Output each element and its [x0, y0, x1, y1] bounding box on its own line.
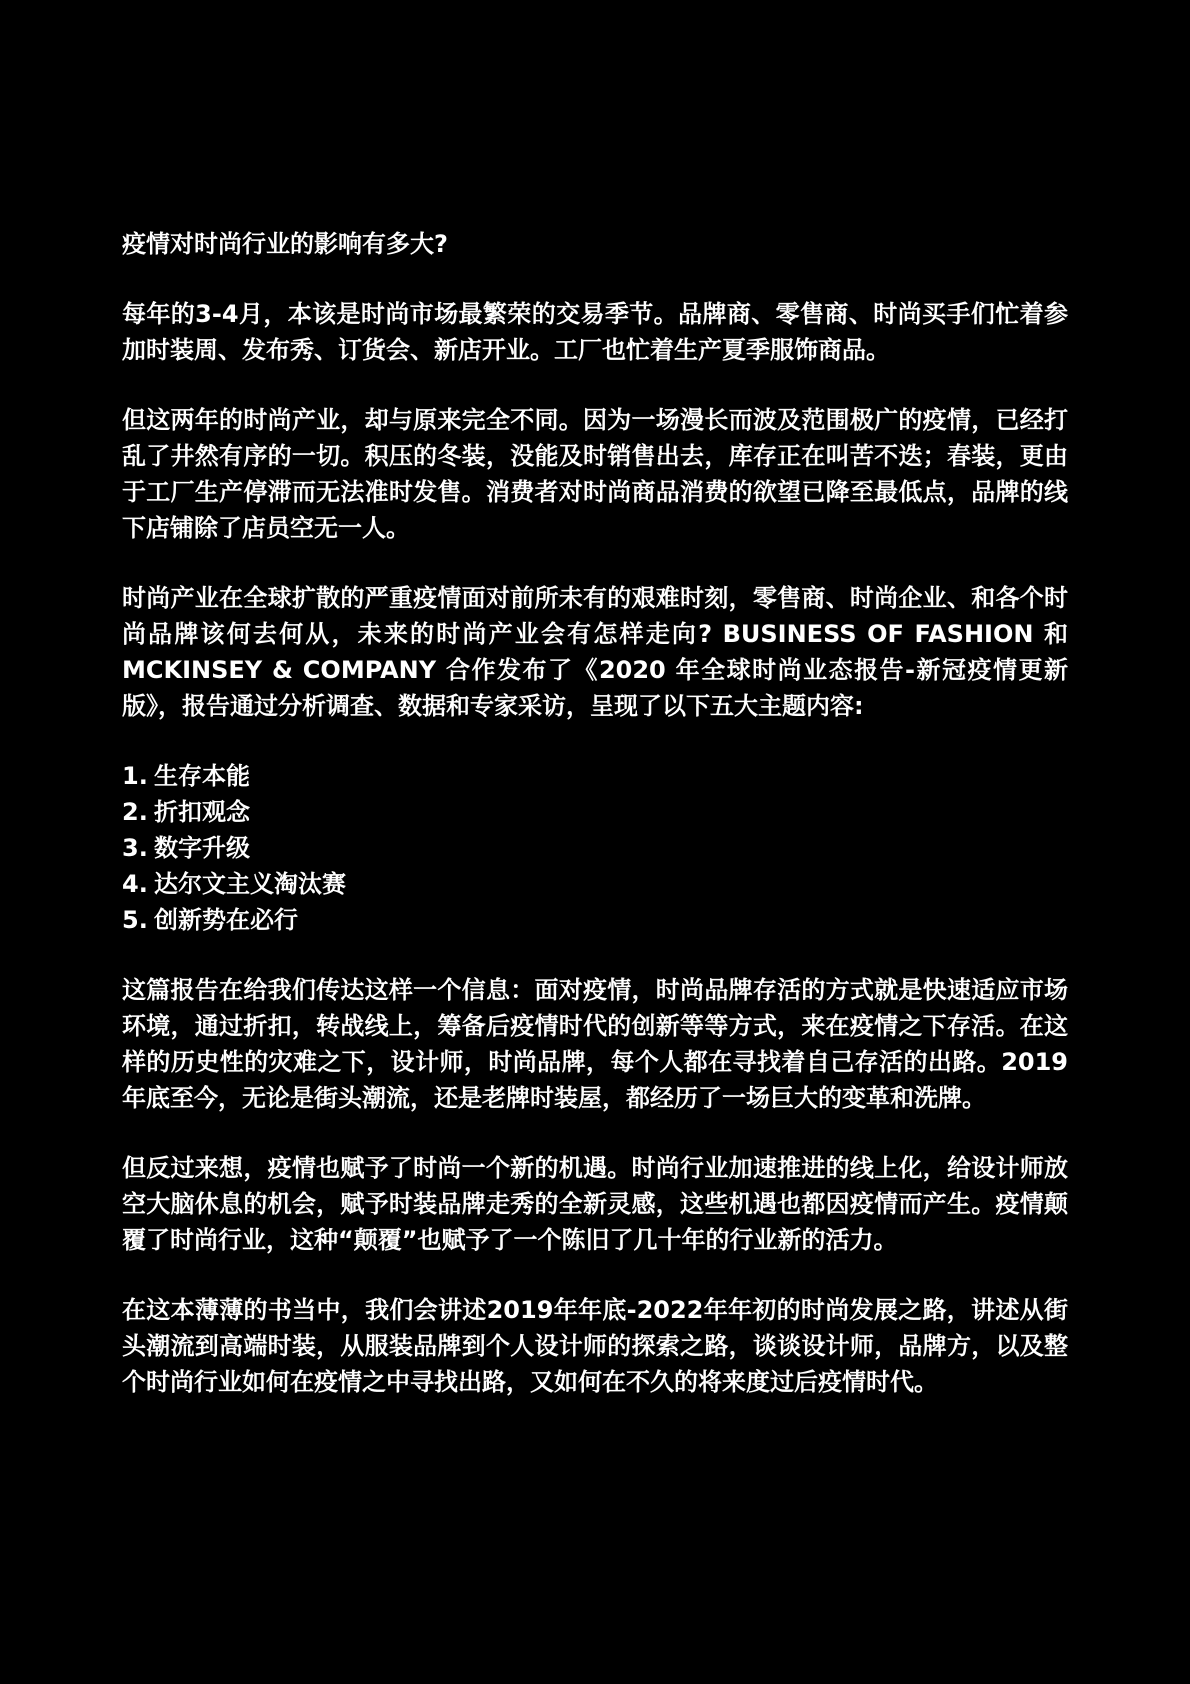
list-item [122, 758, 1068, 794]
list-item-number: 1. [122, 762, 148, 790]
list-item-label: 折扣观念 [154, 798, 250, 826]
paragraph-report-message: 这篇报告在给我们传达这样一个信息：面对疫情，时尚品牌存活的方式就是快速适应市场环境，通过折扣，转战线上，筹备后疫情时代的创新等等方式，来在疫情之下存活。在这样的历史性的灾难之下，设计师，时尚品牌，每个人都在寻找着自己存活的出路。2019年底至今，无论是街头潮流，还是老牌时装屋，都经历了一场巨大的变革和洗牌。 [122, 976, 1068, 1112]
list-item [122, 794, 1068, 830]
article-body [122, 226, 1068, 1434]
theme-list [122, 758, 1068, 938]
list-item [122, 830, 1068, 866]
paragraph-report-intro: 时尚产业在全球扩散的严重疫情面对前所未有的艰难时刻，零售商、时尚企业、和各个时尚品牌该何去何从，未来的时尚产业会有怎样走向? BUSINESS OF FASHION 和 MCKINSEY & COMPANY 合作发布了《2020 年全球时尚业态报告-新冠疫情更新版》，报告通过分析调查、数据和专家采访，呈现了以下五大主题内容: [122, 584, 1068, 720]
list-item-number: 5. [122, 906, 148, 934]
list-item [122, 902, 1068, 938]
list-item-label: 达尔文主义淘汰赛 [154, 870, 346, 898]
paragraph-season: 每年的3-4月，本该是时尚市场最繁荣的交易季节。品牌商、零售商、时尚买手们忙着参加时装周、发布秀、订货会、新店开业。工厂也忙着生产夏季服饰商品。 [122, 300, 1068, 364]
list-item [122, 866, 1068, 902]
article-title: 疫情对时尚行业的影响有多大? [122, 230, 448, 258]
list-item-label: 数字升级 [154, 834, 250, 862]
list-item-label: 生存本能 [154, 762, 250, 790]
paragraph-new-opportunity: 但反过来想，疫情也赋予了时尚一个新的机遇。时尚行业加速推进的线上化，给设计师放空大脑休息的机会，赋予时装品牌走秀的全新灵感，这些机遇也都因疫情而产生。疫情颠覆了时尚行业，这种“颠覆”也赋予了一个陈旧了几十年的行业新的活力。 [122, 1154, 1068, 1254]
paragraph-pandemic-impact: 但这两年的时尚产业，却与原来完全不同。因为一场漫长而波及范围极广的疫情，已经打乱了井然有序的一切。积压的冬装，没能及时销售出去，库存正在叫苦不迭；春装，更由于工厂生产停滞而无法准时发售。消费者对时尚商品消费的欲望已降至最低点，品牌的线下店铺除了店员空无一人。 [122, 406, 1068, 542]
paragraph-book-scope: 在这本薄薄的书当中，我们会讲述2019年年底-2022年年初的时尚发展之路，讲述从街头潮流到高端时装，从服装品牌到个人设计师的探索之路，谈谈设计师，品牌方，以及整个时尚行业如何在疫情之中寻找出路，又如何在不久的将来度过后疫情时代。 [122, 1296, 1068, 1396]
list-item-number: 3. [122, 834, 148, 862]
list-item-label: 创新势在必行 [154, 906, 298, 934]
list-item-number: 2. [122, 798, 148, 826]
list-item-number: 4. [122, 870, 148, 898]
